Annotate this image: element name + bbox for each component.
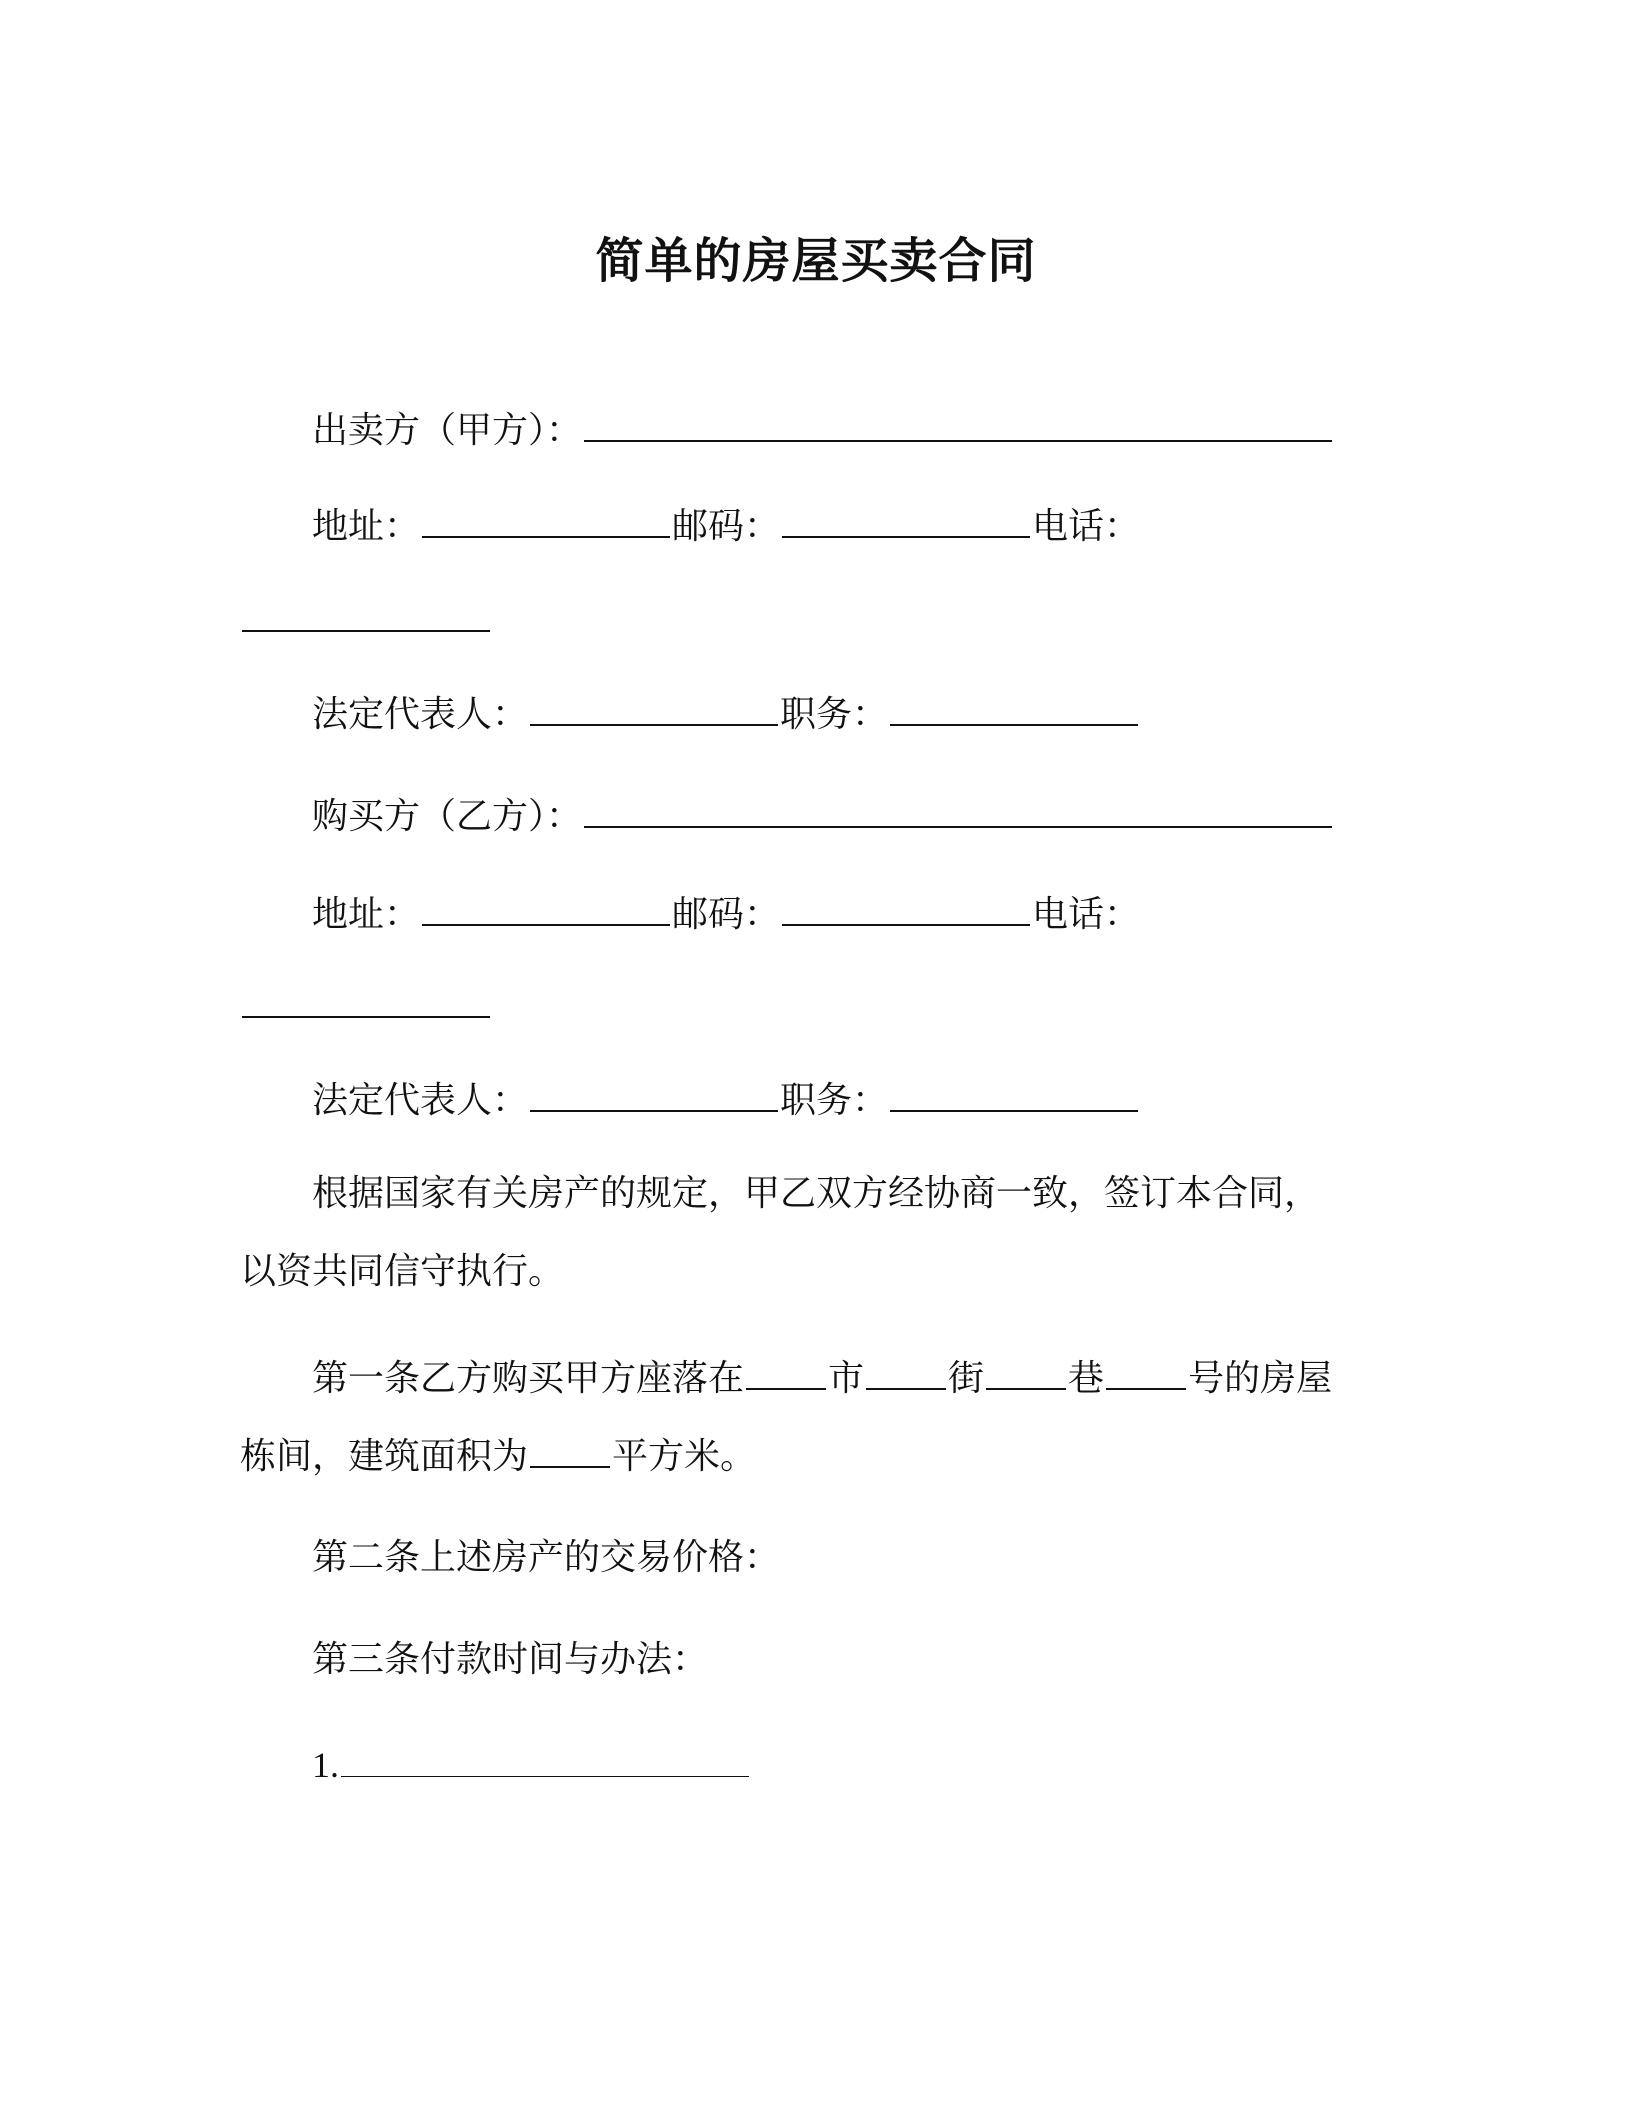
seller-position-field[interactable] <box>890 690 1138 726</box>
city-label: 市 <box>828 1358 865 1399</box>
seller-rep-field[interactable] <box>530 690 778 726</box>
article-2: 第二条上述房产的交易价格： <box>312 1537 781 1578</box>
buyer-phone-field[interactable] <box>242 982 490 1018</box>
seller-phone-field[interactable] <box>242 596 490 632</box>
buyer-rep-field[interactable] <box>530 1076 778 1112</box>
seller-postcode-field[interactable] <box>782 502 1030 538</box>
buyer-postcode-label: 邮码： <box>672 894 781 935</box>
buyer-line <box>312 792 1334 839</box>
street-field[interactable] <box>866 1354 946 1390</box>
buyer-address-label: 地址： <box>312 894 421 935</box>
seller-postcode-label: 邮码： <box>672 506 781 547</box>
buyer-phone-label: 电话： <box>1032 894 1141 935</box>
article-3: 第三条付款时间与办法： <box>312 1639 709 1680</box>
seller-line <box>312 406 1334 453</box>
buyer-address-line <box>312 890 1140 937</box>
seller-label: 出卖方（甲方）： <box>312 410 583 451</box>
preamble-line-1: 根据国家有关房产的规定，甲乙双方经协商一致，签订本合同， <box>312 1173 1321 1214</box>
seller-name-field[interactable] <box>584 406 1332 442</box>
seller-rep-label: 法定代表人： <box>312 694 529 735</box>
city-field[interactable] <box>746 1354 826 1390</box>
buyer-name-field[interactable] <box>584 792 1332 828</box>
buyer-rep-line <box>312 1076 1140 1123</box>
item-1-number: 1. <box>312 1745 339 1785</box>
lane-label: 巷 <box>1068 1358 1105 1399</box>
buyer-label: 购买方（乙方）： <box>312 796 583 837</box>
preamble-line-2: 以资共同信守执行。 <box>240 1251 565 1292</box>
article-1-line-2 <box>240 1432 756 1479</box>
buyer-rep-label: 法定代表人： <box>312 1080 529 1121</box>
seller-address-field[interactable] <box>422 502 670 538</box>
house-number-suffix: 号的房屋 <box>1188 1358 1333 1399</box>
seller-address-label: 地址： <box>312 506 421 547</box>
house-number-field[interactable] <box>1106 1354 1186 1390</box>
payment-item-1-field[interactable] <box>341 1742 749 1777</box>
article-1-text: 第一条乙方购买甲方座落在 <box>312 1358 745 1399</box>
seller-phone-line <box>240 596 492 643</box>
seller-rep-line <box>312 690 1140 737</box>
seller-address-line <box>312 502 1140 549</box>
buyer-position-label: 职务： <box>780 1080 889 1121</box>
article-1-area-text: 栋间，建筑面积为 <box>240 1436 529 1477</box>
payment-item-1 <box>312 1742 751 1788</box>
document-title: 简单的房屋买卖合同 <box>595 233 1037 289</box>
article-1-line-1 <box>312 1354 1332 1401</box>
buyer-position-field[interactable] <box>890 1076 1138 1112</box>
area-field[interactable] <box>530 1432 610 1468</box>
area-unit: 平方米。 <box>612 1436 757 1477</box>
street-label: 街 <box>948 1358 985 1399</box>
seller-position-label: 职务： <box>780 694 889 735</box>
lane-field[interactable] <box>986 1354 1066 1390</box>
seller-phone-label: 电话： <box>1032 506 1141 547</box>
buyer-phone-line <box>240 982 492 1029</box>
buyer-address-field[interactable] <box>422 890 670 926</box>
buyer-postcode-field[interactable] <box>782 890 1030 926</box>
